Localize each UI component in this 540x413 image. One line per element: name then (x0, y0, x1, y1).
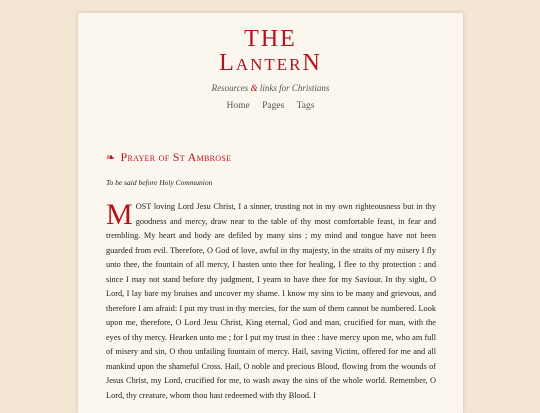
post-title[interactable] (106, 150, 231, 165)
page-card (78, 13, 463, 413)
site-title-line-1: THE (244, 26, 297, 52)
post-body-text: OST loving Lord Jesu Christ, I a sinner, trusting not in my own righteousness but in thy goodness and mercy, draw near to the table of thy most comfortable feast, in fear and trembling. My heart and body are defiled by many sins ; my mind and tongue have not been guarded from evil. Therefore, O God of love, awful in thy majesty, in the straits of my misery I fly unto thee, the fountain of all mercy, I hasten unto thee for healing, I flee to thy protection : and since I may not stand before thy judgment, I yearn to have thee for my Saviour. In thy sight, O Lord, I lay bare my bruises and uncover my shame. I know my sins to be many and grievous, and therefore I am afraid: I put my trust in thy mercies, for the sum of them cannot be numbered. Look upon me, therefore, O Lord Jesu Christ, King eternal, God and man, crucified for man, with the eyes of thy mercy. Hearken unto me ; for I put my trust in thee : have mercy upon me, who am full of misery and sin, O thou unfailing fountain of mercy. Hail, saving Victim, offered for me and all mankind upon the shameful Cross. Hail, O noble and precious Blood, flowing from the wounds of Jesus Christ, my Lord, crucified for me, to wash away the sins of the whole world. Remember, O Lord, thy creature, whom thou hast redeemed with thy Blood. I (106, 202, 436, 400)
nav-home[interactable]: Home (226, 101, 250, 111)
tagline-part-a: Resources (211, 83, 249, 93)
main-nav (78, 101, 463, 111)
fleuron-icon: ❧ (106, 152, 116, 164)
nav-pages[interactable]: Pages (262, 101, 285, 111)
site-title-line-2: LanterN (219, 50, 322, 76)
drop-cap: M (106, 198, 133, 231)
site-tagline (78, 83, 463, 93)
tagline-ampersand: & (250, 83, 258, 93)
tagline-part-b: links for Christians (259, 83, 330, 93)
post-subtitle: To be said before Holy Communion (106, 178, 213, 187)
site-title[interactable] (78, 27, 463, 75)
post-title-text: Prayer of St Ambrose (120, 150, 232, 164)
post-body (106, 200, 436, 403)
nav-tags[interactable]: Tags (296, 101, 315, 111)
